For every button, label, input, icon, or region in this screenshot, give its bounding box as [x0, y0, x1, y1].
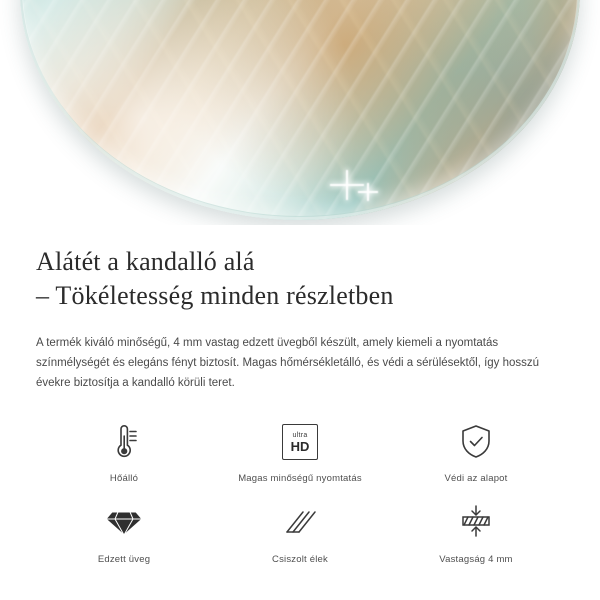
feature-icons-grid — [36, 421, 564, 565]
polished-edges-icon — [283, 502, 317, 544]
product-image-round-glass-plate — [20, 0, 580, 220]
feature-item — [212, 421, 388, 484]
thickness-icon — [458, 502, 494, 544]
ultra-hd-bottom-text: HD — [290, 438, 310, 454]
description-paragraph: A termék kiváló minőségű, 4 mm vastag edzett üvegből készült, amely kiemeli a nyomtatás színmélységét és elegáns fényt biztosít. Magas hőmérsékletálló, és védi a sérülésektől, így hosszú évekre biztosítja a kandalló körüli teret. — [36, 337, 540, 389]
feature-label: Vastagság 4 mm — [439, 554, 513, 565]
thermometer-icon — [107, 421, 141, 463]
feature-item — [212, 502, 388, 565]
ultra-hd-icon — [282, 421, 318, 463]
ultra-hd-top-text: ultra — [292, 431, 308, 439]
feature-label: Védi az alapot — [444, 473, 508, 484]
headline-line-2: – Tökéletesség minden részletben — [36, 281, 394, 310]
feature-item — [388, 502, 564, 565]
page-title — [36, 245, 564, 313]
shield-check-icon — [458, 421, 494, 463]
feature-label: Hőálló — [109, 473, 139, 484]
headline-line-1: Alátét a kandalló alá — [36, 247, 255, 276]
feature-item — [388, 421, 564, 484]
hero-image-area — [0, 0, 600, 225]
diamond-icon — [105, 502, 143, 544]
feature-item — [36, 502, 212, 565]
feature-label: Csiszolt élek — [272, 554, 328, 565]
feature-item — [36, 421, 212, 484]
feature-label: Edzett üveg — [97, 554, 151, 565]
content-area — [0, 245, 600, 565]
feature-label: Magas minőségű nyomtatás — [238, 473, 362, 484]
